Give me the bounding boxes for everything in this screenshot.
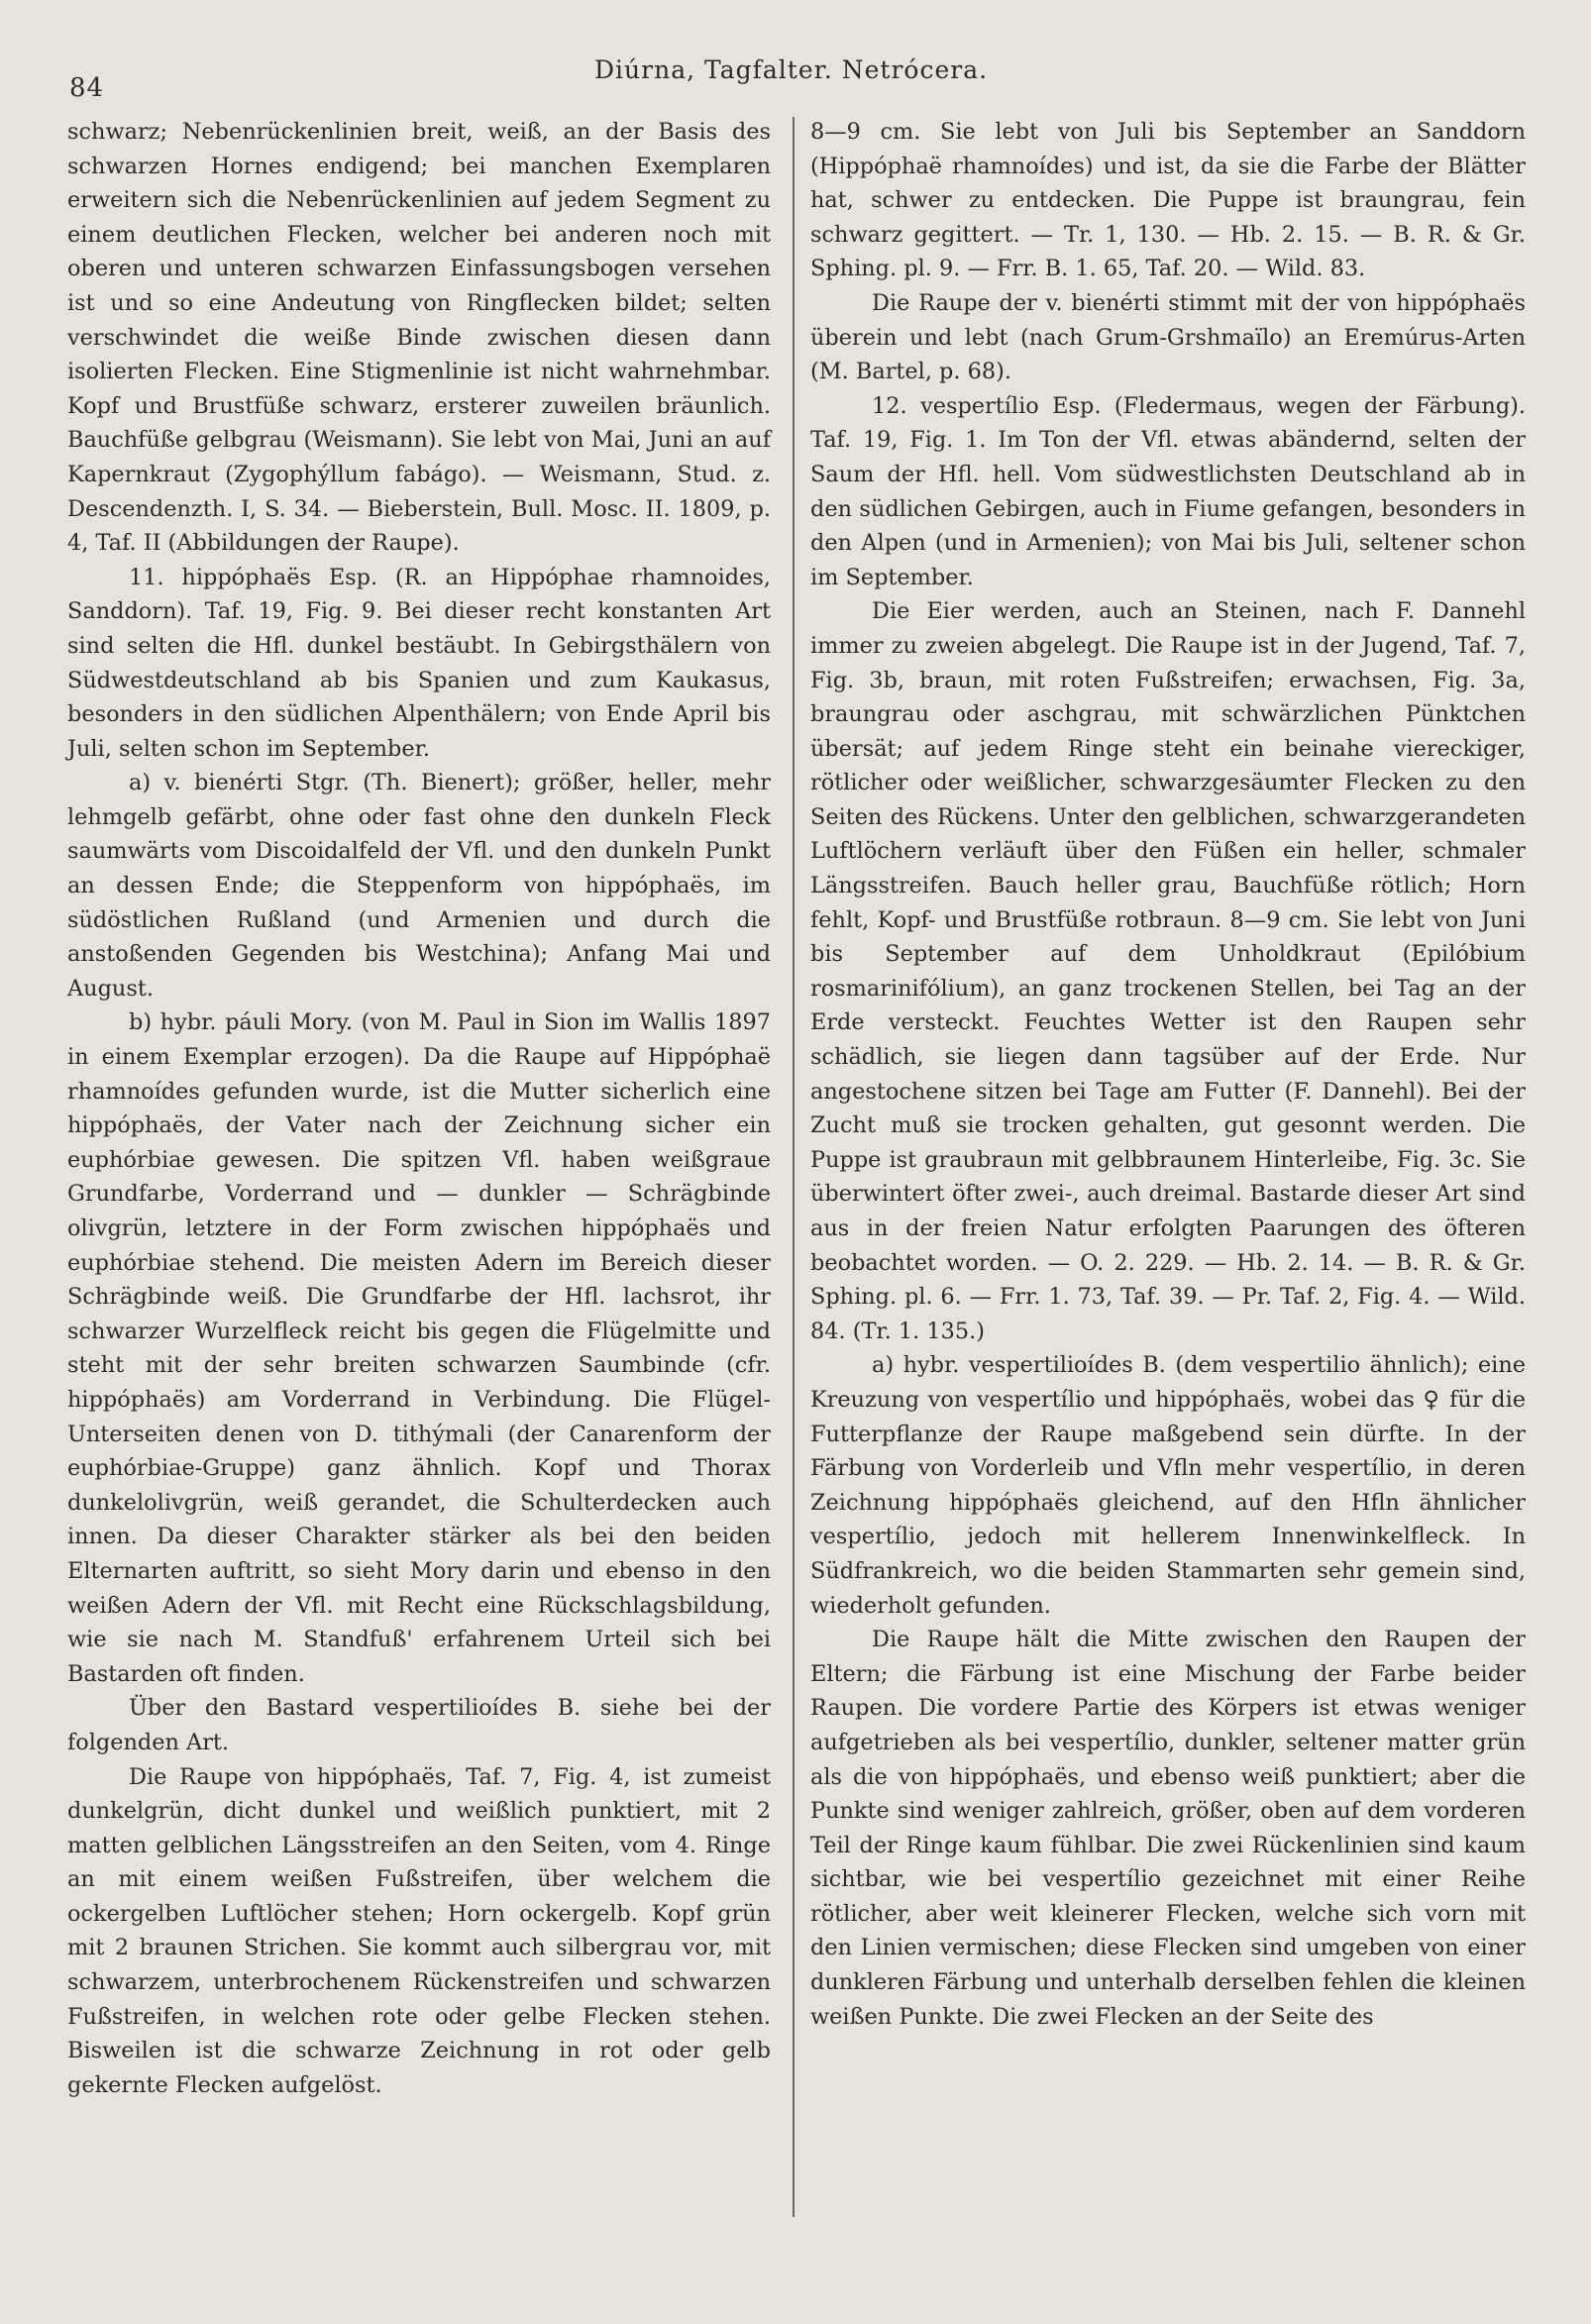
- paragraph: 11. hippóphaës Esp. (R. an Hippóphae rhamnoides, Sanddorn). Taf. 19, Fig. 9. Bei dieser recht konstanten Art sind selten die Hfl. dunkel bestäubt. In Gebirgsthälern von Südwestdeutschland ab bis Spanien und zum Kaukasus, besonders in den südlichen Alpenthälern; von Ende April bis Juli, selten schon im September.: [67, 564, 771, 762]
- paragraph: Die Raupe hält die Mitte zwischen den Raupen der Eltern; die Färbung ist eine Mischung der Farbe beider Raupen. Die vordere Partie des Körpers ist etwas weniger aufgetrieben als bei vespertílio, dunkler, seltener matter grün als die von hippóphaës, und ebenso weiß punktiert; aber die Punkte sind weniger zahlreich, größer, oben auf dem vorderen Teil der Ringe kaum fühlbar. Die zwei Rückenlinien sind kaum sichtbar, wie bei vespertílio gezeichnet mit einer Reihe rötlicher, aber weit kleinerer Flecken, welche sich vorn mit den Linien vermischen; diese Flecken sind umgeben von einer dunkleren Färbung und unterhalb derselben fehlen die kleinen weißen Punkte. Die zwei Flecken an der Seite des: [810, 1627, 1526, 2030]
- running-title: Diúrna, Tagfalter. Netrócera.: [594, 55, 989, 84]
- column-divider: [793, 117, 795, 2217]
- paragraph: Die Raupe von hippóphaës, Taf. 7, Fig. 4, ist zumeist dunkelgrün, dicht dunkel und weißlich punktiert, mit 2 matten gelblichen Längsstreifen an den Seiten, vom 4. Ringe an mit einem weißen Fußstreifen, über welchem die ockergelben Luftlöcher stehen; Horn ockergelb. Kopf grün mit 2 braunen Strichen. Sie kommt auch silbergrau vor, mit schwarzem, unterbrochenem Rückenstreifen und schwarzen Fußstreifen, in welchen rote oder gelbe Flecken stehen. Bisweilen ist die schwarze Zeichnung in rot oder gelb gekernte Flecken aufgelöst.: [67, 1763, 771, 2098]
- paragraph: Über den Bastard vespertilioídes B. siehe bei der folgenden Art.: [67, 1695, 771, 1755]
- paragraph: b) hybr. páuli Mory. (von M. Paul in Sion im Wallis 1897 in einem Exemplar erzogen). Da die Raupe auf Hippóphaë rhamnoídes gefunden wurde, ist die Mutter sicherlich eine hippóphaës, der Vater nach der Zeichnung sicher ein euphórbiae gewesen. Die spitzen Vfl. haben weißgraue Grundfarbe, Vorderrand und — dunkler — Schrägbinde olivgrün, letztere in der Form zwischen hippóphaës und euphórbiae stehend. Die meisten Adern im Bereich dieser Schrägbinde weiß. Die Grundfarbe der Hfl. lachsrot, ihr schwarzer Wurzelfleck reicht bis gegen die Flügelmitte und steht mit der sehr breiten schwarzen Saumbinde (cfr. hippóphaës) am Vorderrand in Verbindung. Die Flügel-Unterseiten denen von D. tithýmali (der Canarenform der euphórbiae-Gruppe) ganz ähnlich. Kopf und Thorax dunkelolivgrün, weiß gerandet, die Schulterdecken auch innen. Da dieser Charakter stärker als bei den beiden Elternarten auftritt, so sieht Mory darin und ebenso in den weißen Adern der Vfl. mit Recht eine Rückschlagsbildung, wie sie nach M. Standfuß' erfahrenem Urteil sich bei Bastarden oft finden.: [67, 1009, 771, 1687]
- paragraph: a) hybr. vespertilioídes B. (dem vespertilio ähnlich); eine Kreuzung von vespertílio und hippóphaës, wobei das ♀ für die Futterpflanze der Raupe maßgebend sein dürfte. In der Färbung von Vorderleib und Vfln mehr vespertílio, in deren Zeichnung hippóphaës gleichend, auf den Hfln ähnlicher vespertílio, jedoch mit hellerem Innenwinkelfleck. In Südfrankreich, wo die beiden Stammarten sehr gemein sind, wiederholt gefunden.: [810, 1352, 1526, 1619]
- paragraph: schwarz; Nebenrückenlinien breit, weiß, an der Basis des schwarzen Hornes endigend; bei manchen Exemplaren erweitern sich die Nebenrückenlinien auf jedem Segment zu einem deutlichen Flecken, welcher bei anderen noch mit oberen und unteren schwarzen Einfassungsbogen versehen ist und so eine Andeutung von Ringflecken bildet; selten verschwindet die weiße Binde zwischen diesen dann isolierten Flecken. Eine Stigmenlinie ist nicht wahrnehmbar. Kopf und Brustfüße schwarz, ersterer zuweilen bräunlich. Bauchfüße gelbgrau (Weismann). Sie lebt von Mai, Juni an auf Kapernkraut (Zygophýllum fabágo). — Weismann, Stud. z. Descendenzth. I, S. 34. — Bieberstein, Bull. Mosc. II. 1809, p. 4, Taf. II (Abbildungen der Raupe).: [67, 119, 771, 557]
- paragraph: a) v. bienérti Stgr. (Th. Bienert); größer, heller, mehr lehmgelb gefärbt, ohne oder fast ohne den dunkeln Fleck saumwärts vom Discoidalfeld der Vfl. und den dunkeln Punkt an dessen Ende; die Steppenform von hippóphaës, im südöstlichen Rußland (und Armenien und durch die anstoßenden Gegenden bis Westchina); Anfang Mai und August.: [67, 770, 771, 1002]
- paragraph: Die Raupe der v. bienérti stimmt mit der von hippóphaës überein und lebt (nach Grum-Grshmaïlo) an Eremúrus-Arten (M. Bartel, p. 68).: [810, 289, 1526, 385]
- paragraph: 8—9 cm. Sie lebt von Juli bis September an Sanddorn (Hippóphaë rhamnoídes) und ist, da sie die Farbe der Blätter hat, schwer zu entdecken. Die Puppe ist braungrau, fein schwarz gegittert. — Tr. 1, 130. — Hb. 2. 15. — B. R. & Gr. Sphing. pl. 9. — Frr. B. 1. 65, Taf. 20. — Wild. 83.: [810, 119, 1526, 282]
- paragraph: Die Eier werden, auch an Steinen, nach F. Dannehl immer zu zweien abgelegt. Die Raupe ist in der Jugend, Taf. 7, Fig. 3b, braun, mit roten Fußstreifen; erwachsen, Fig. 3a, braungrau oder aschgrau, mit schwärzlichen Pünktchen übersät; auf jedem Ringe steht ein beinahe viereckiger, rötlicher oder weißlicher, schwarzgesäumter Flecken zu den Seiten des Rückens. Unter den gelblichen, schwarzgerandeten Luftlöchern verläuft über den Füßen ein heller, schmaler Längsstreifen. Bauch heller grau, Bauchfüße rötlich; Horn fehlt, Kopf- und Brustfüße rotbraun. 8—9 cm. Sie lebt von Juni bis September auf dem Unholdkraut (Epilóbium rosmarinifólium), an ganz trockenen Stellen, bei Tag an der Erde versteckt. Feuchtes Wetter ist den Raupen sehr schädlich, sie liegen dann tagsüber auf der Erde. Nur angestochene sitzen bei Tage am Futter (F. Dannehl). Bei der Zucht muß sie trocken gehalten, gut gesonnt werden. Die Puppe ist graubraun mit gelbbraunem Hinterleibe, Fig. 3c. Sie überwintert öfter zwei-, auch dreimal. Bastarde dieser Art sind aus in der freien Natur erfolgten Paarungen des öfteren beobachtet worden. — O. 2. 229. — Hb. 2. 14. — B. R. & Gr. Sphing. pl. 6. — Frr. 1. 73, Taf. 39. — Pr. Taf. 2, Fig. 4. — Wild. 84. (Tr. 1. 135.): [810, 598, 1526, 1344]
- page-number: 84: [69, 73, 105, 103]
- paragraph: 12. vespertílio Esp. (Fledermaus, wegen der Färbung). Taf. 19, Fig. 1. Im Ton der Vfl. etwas abändernd, selten der Saum der Hfl. hell. Vom südwestlichsten Deutschland ab in den südlichen Gebirgen, auch in Fiume gefangen, besonders in den Alpen (und in Armenien); von Mai bis Juli, seltener schon im September.: [810, 392, 1526, 590]
- right-column: [810, 115, 1526, 2034]
- left-column: [67, 115, 771, 2102]
